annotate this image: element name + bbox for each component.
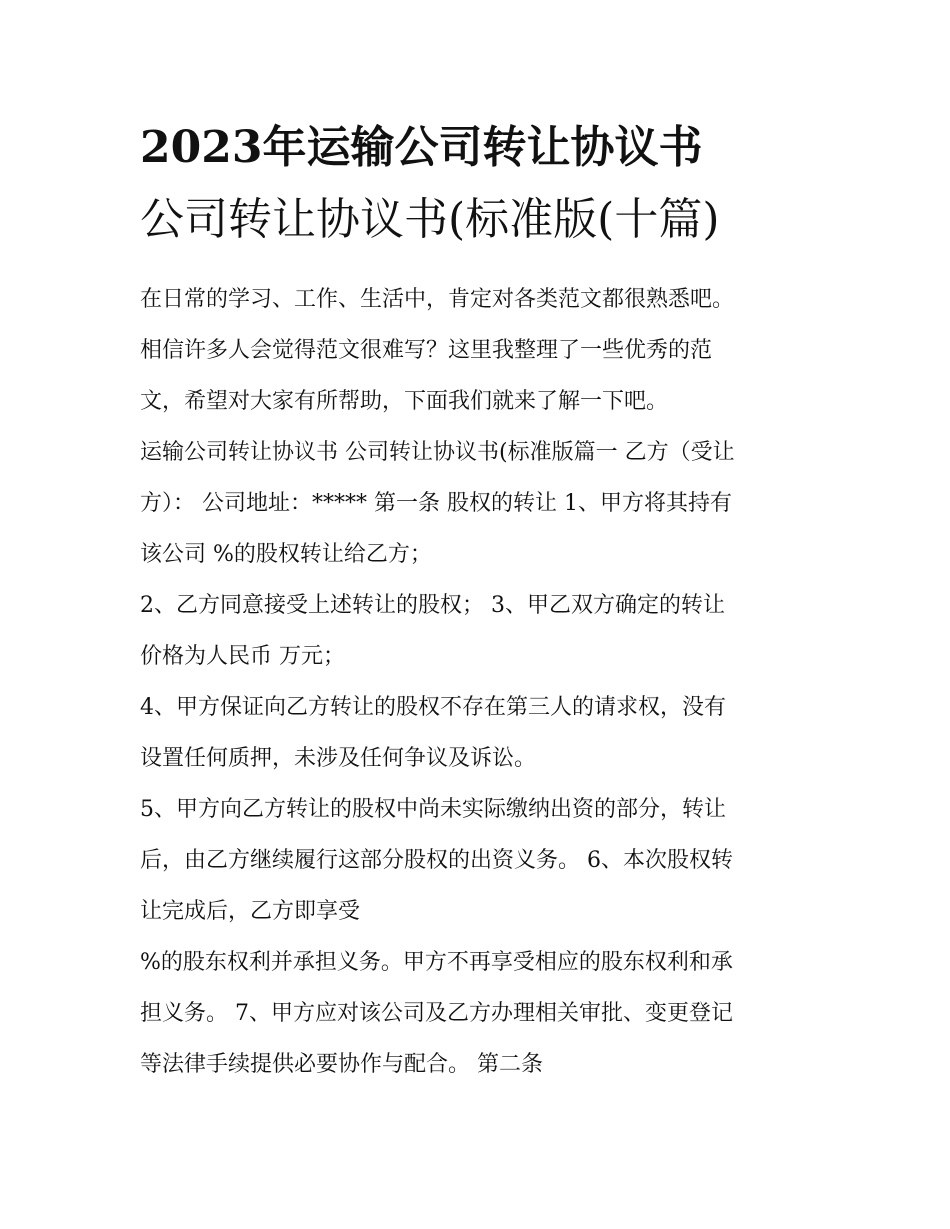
title-line-1: 2023年运输公司转让协议书 xyxy=(140,122,703,173)
body-line: 后，由乙方继续履行这部分股权的出资义务。 6、本次股权转 xyxy=(140,848,733,873)
body-line: 在日常的学习、工作、生活中，肯定对各类范文都很熟悉吧。 xyxy=(140,287,735,312)
body-line: 4、甲方保证向乙方转让的股权不存在第三人的请求权，没有 xyxy=(140,695,726,720)
body-line: 担义务。 7、甲方应对该公司及乙方办理相关审批、变更登记 xyxy=(140,1001,733,1026)
body-line: 相信许多人会觉得范文很难写？这里我整理了一些优秀的范 xyxy=(140,338,713,363)
body-line: 5、甲方向乙方转让的股权中尚未实际缴纳出资的部分，转让 xyxy=(140,797,726,822)
body-line: 2、乙方同意接受上述转让的股权； 3、甲乙双方确定的转让 xyxy=(140,593,725,618)
body-line: 文，希望对大家有所帮助，下面我们就来了解一下吧。 xyxy=(140,389,669,414)
document-body xyxy=(140,274,820,1090)
body-line: 让完成后，乙方即享受 xyxy=(140,899,361,924)
body-line: %的股东权利并承担义务。甲方不再享受相应的股东权利和承 xyxy=(140,950,733,975)
title-line-2: 公司转让协议书(标准版(十篇) xyxy=(140,194,720,245)
body-line: 价格为人民币 万元； xyxy=(140,644,345,669)
document-title xyxy=(140,112,820,256)
body-line: 方）： 公司地址：***** 第一条 股权的转让 1、甲方将其持有 xyxy=(140,491,732,516)
body-line: 设置任何质押，未涉及任何争议及诉讼。 xyxy=(140,746,537,771)
body-line: 等法律手续提供必要协作与配合。 第二条 xyxy=(140,1052,543,1077)
body-line: 运输公司转让协议书 公司转让协议书(标准版篇一 乙方（受让 xyxy=(140,440,735,465)
body-line: 该公司 %的股权转让给乙方； xyxy=(140,542,432,567)
